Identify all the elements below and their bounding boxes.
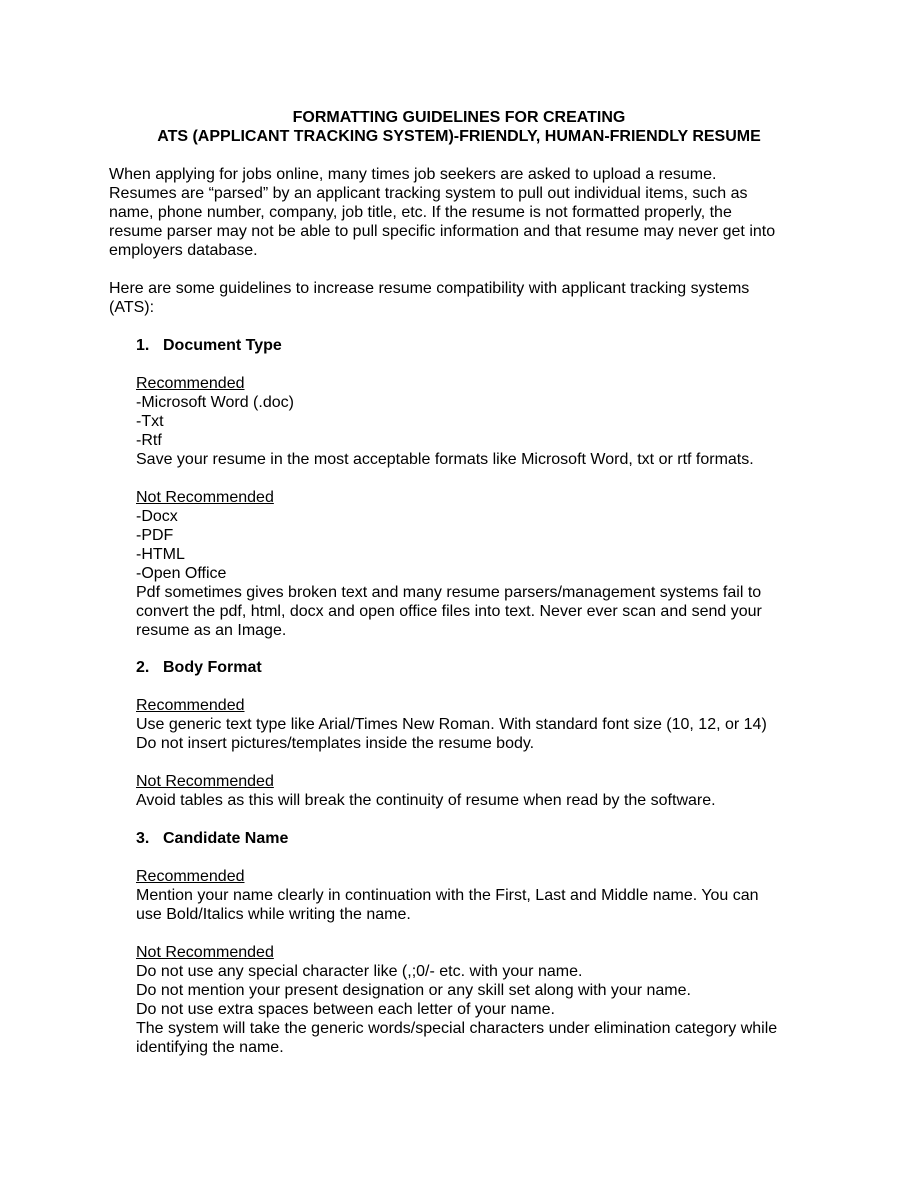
document-title-line-1: FORMATTING GUIDELINES FOR CREATING <box>292 109 626 126</box>
not-recommended-item: Do not mention your present designation or any skill set along with your name. <box>136 982 691 999</box>
not-recommended-item: -HTML <box>136 546 185 563</box>
section-heading <box>136 658 816 677</box>
not-recommended-item: Avoid tables as this will break the continuity of resume when read by the software. <box>136 792 716 809</box>
section-heading <box>136 829 816 848</box>
section-number: 1. <box>136 337 150 354</box>
recommended-label: Recommended <box>136 375 245 392</box>
section-title: Body Format <box>163 659 262 676</box>
recommended-item: -Txt <box>136 413 164 430</box>
section-document-type <box>136 336 816 640</box>
not-recommended-item: -Open Office <box>136 565 227 582</box>
section-number: 3. <box>136 830 150 847</box>
section-body-format <box>136 658 816 810</box>
document-title-line-2: ATS (APPLICANT TRACKING SYSTEM)-FRIENDLY, HUMAN-FRIENDLY RESUME <box>157 128 761 145</box>
recommended-label: Recommended <box>136 697 245 714</box>
recommended-item: -Microsoft Word (.doc) <box>136 394 294 411</box>
recommended-item: Mention your name clearly in continuation with the First, Last and Middle name. You can use Bold/Italics while writing the name. <box>136 887 759 923</box>
guidelines-intro-paragraph: Here are some guidelines to increase resume compatibility with applicant tracking systems (ATS): <box>109 280 750 316</box>
recommended-item: -Rtf <box>136 432 162 449</box>
recommended-item: Use generic text type like Arial/Times New Roman. With standard font size (10, 12, or 14) <box>136 716 767 733</box>
section-heading <box>136 336 816 355</box>
recommended-note: Save your resume in the most acceptable formats like Microsoft Word, txt or rtf formats. <box>136 451 754 468</box>
section-number: 2. <box>136 659 150 676</box>
not-recommended-label: Not Recommended <box>136 944 274 961</box>
section-candidate-name <box>136 829 816 1057</box>
not-recommended-note: Pdf sometimes gives broken text and many resume parsers/management systems fail to convert the pdf, html, docx and open office files into text. Never ever scan and send your resume as an Image. <box>136 584 762 639</box>
recommended-label: Recommended <box>136 868 245 885</box>
not-recommended-item: The system will take the generic words/special characters under elimination category while identifying the name. <box>136 1020 778 1056</box>
not-recommended-label: Not Recommended <box>136 773 274 790</box>
not-recommended-item: Do not use any special character like (,;0/- etc. with your name. <box>136 963 583 980</box>
section-title: Document Type <box>163 337 282 354</box>
not-recommended-item: -PDF <box>136 527 174 544</box>
not-recommended-item: Do not use extra spaces between each letter of your name. <box>136 1001 555 1018</box>
recommended-item: Do not insert pictures/templates inside the resume body. <box>136 735 535 752</box>
section-title: Candidate Name <box>163 830 289 847</box>
not-recommended-item: -Docx <box>136 508 178 525</box>
intro-paragraph: When applying for jobs online, many times job seekers are asked to upload a resume. Resumes are “parsed” by an applicant tracking system to pull out individual items, such as name, phone number, company, job title, etc. If the resume is not formatted properly, the resume parser may not be able to pull specific information and that resume may never get into employers database. <box>109 166 776 259</box>
not-recommended-label: Not Recommended <box>136 489 274 506</box>
